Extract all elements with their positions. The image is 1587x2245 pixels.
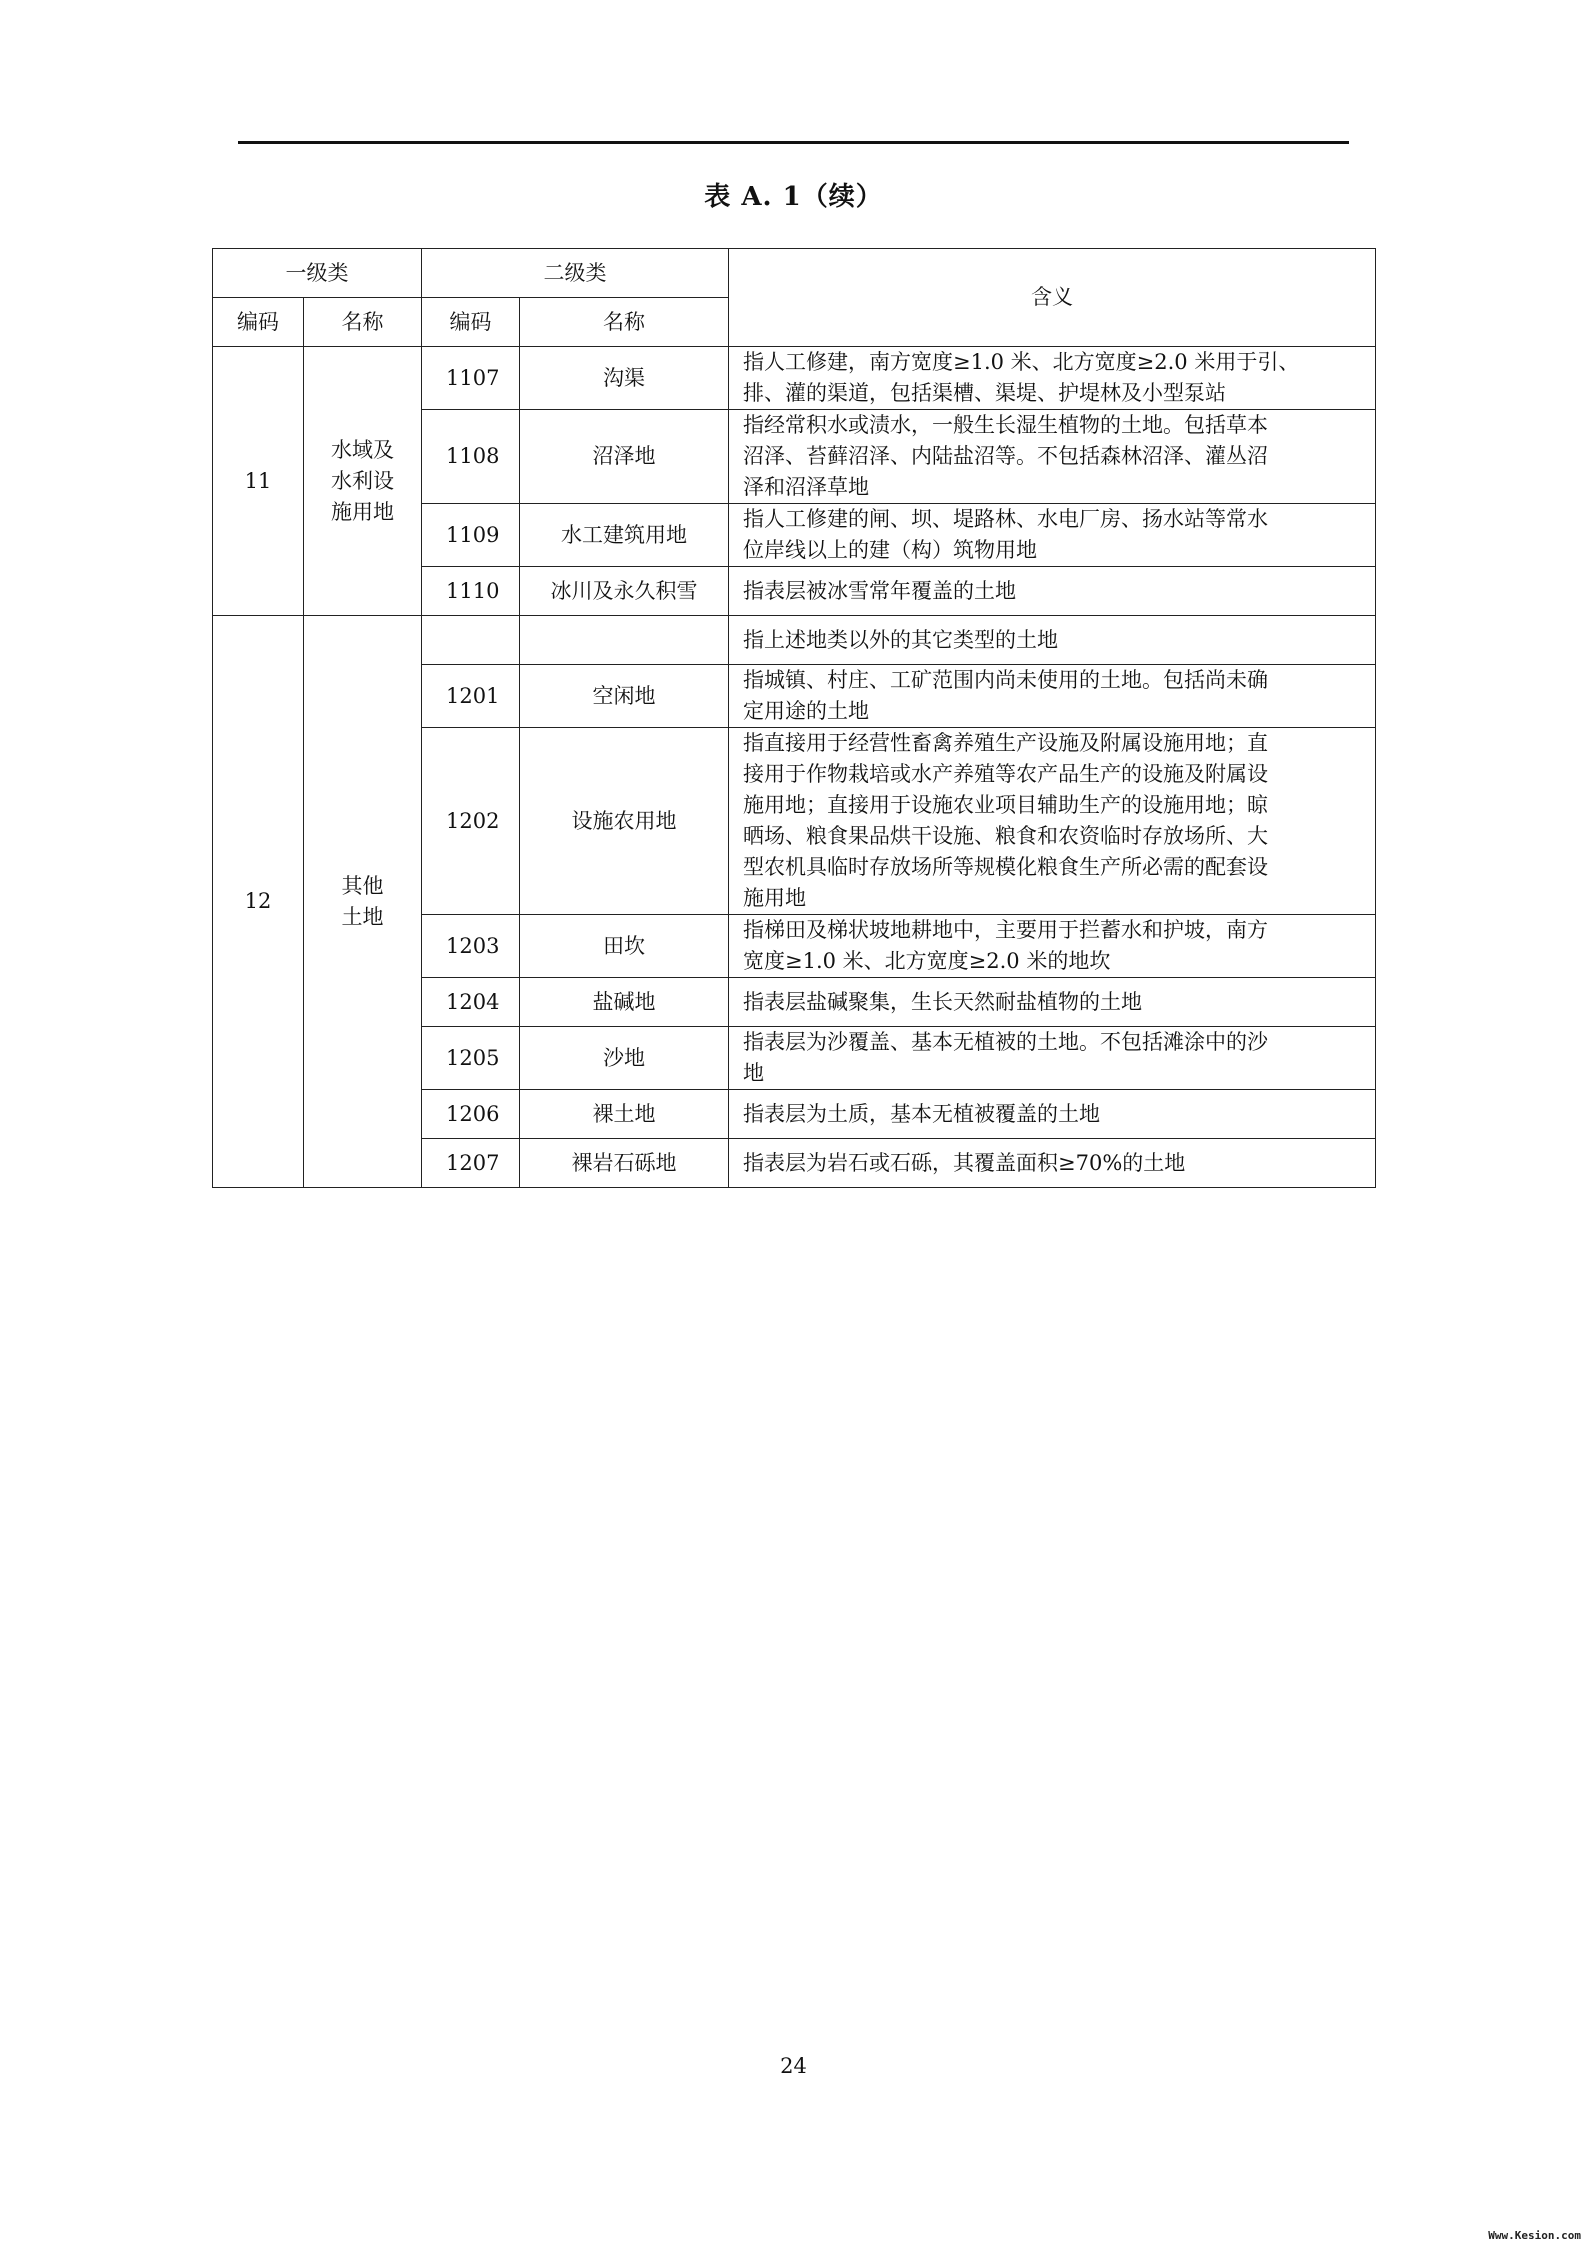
level2-code-cell: 1203	[422, 915, 520, 978]
level1-name-cell: 其他 土地	[304, 616, 422, 1188]
level2-name-cell	[520, 616, 729, 665]
level2-name-cell: 水工建筑用地	[520, 504, 729, 567]
level1-code-cell: 12	[213, 616, 304, 1188]
table-body	[213, 347, 1376, 1188]
level2-code-cell: 1206	[422, 1090, 520, 1139]
level2-name-cell: 设施农用地	[520, 728, 729, 915]
header-level2: 二级类	[422, 249, 729, 298]
header-level2-code: 编码	[422, 298, 520, 347]
level2-code-cell: 1205	[422, 1027, 520, 1090]
level2-code-cell: 1204	[422, 978, 520, 1027]
meaning-cell: 指表层为岩石或石砾，其覆盖面积≥70%的土地	[729, 1139, 1376, 1188]
meaning-cell: 指梯田及梯状坡地耕地中，主要用于拦蓄水和护坡，南方 宽度≥1.0 米、北方宽度≥2.0 米的地坎	[729, 915, 1376, 978]
table-title: 表 A. 1（续）	[704, 182, 883, 212]
meaning-cell: 指城镇、村庄、工矿范围内尚未使用的土地。包括尚未确 定用途的土地	[729, 665, 1376, 728]
level2-name-cell: 裸土地	[520, 1090, 729, 1139]
level2-name-cell: 裸岩石砾地	[520, 1139, 729, 1188]
table-row	[213, 616, 1376, 665]
header-rule	[238, 141, 1349, 144]
header-meaning: 含义	[729, 249, 1376, 347]
level2-code-cell	[422, 616, 520, 665]
level2-code-cell: 1207	[422, 1139, 520, 1188]
level2-code-cell: 1109	[422, 504, 520, 567]
header-level1-name: 名称	[304, 298, 422, 347]
level2-name-cell: 沙地	[520, 1027, 729, 1090]
land-classification-table	[212, 248, 1376, 1188]
table-row	[213, 347, 1376, 410]
level2-code-cell: 1110	[422, 567, 520, 616]
level2-name-cell: 空闲地	[520, 665, 729, 728]
level2-code-cell: 1202	[422, 728, 520, 915]
level1-code-cell: 11	[213, 347, 304, 616]
level2-name-cell: 冰川及永久积雪	[520, 567, 729, 616]
meaning-cell: 指人工修建，南方宽度≥1.0 米、北方宽度≥2.0 米用于引、 排、灌的渠道，包括渠槽、渠堤、护堤林及小型泵站	[729, 347, 1376, 410]
meaning-cell: 指表层盐碱聚集，生长天然耐盐植物的土地	[729, 978, 1376, 1027]
header-row-1	[213, 249, 1376, 298]
level2-name-cell: 盐碱地	[520, 978, 729, 1027]
level1-name-cell: 水域及 水利设 施用地	[304, 347, 422, 616]
level2-name-cell: 沟渠	[520, 347, 729, 410]
level2-code-cell: 1108	[422, 410, 520, 504]
page-number: 24	[780, 2054, 807, 2078]
level2-name-cell: 沼泽地	[520, 410, 729, 504]
meaning-cell: 指直接用于经营性畜禽养殖生产设施及附属设施用地；直 接用于作物栽培或水产养殖等农产品生产的设施及附属设 施用地；直接用于设施农业项目辅助生产的设施用地；晾 晒场、粮食果品烘干设施、粮食和农资临时存放场所、大 型农机具临时存放场所等规模化粮食生产所必需的配套设 施用地	[729, 728, 1376, 915]
meaning-cell: 指表层被冰雪常年覆盖的土地	[729, 567, 1376, 616]
header-level1-code: 编码	[213, 298, 304, 347]
header-level2-name: 名称	[520, 298, 729, 347]
meaning-cell: 指上述地类以外的其它类型的土地	[729, 616, 1376, 665]
level2-code-cell: 1107	[422, 347, 520, 410]
header-level1: 一级类	[213, 249, 422, 298]
meaning-cell: 指表层为沙覆盖、基本无植被的土地。不包括滩涂中的沙 地	[729, 1027, 1376, 1090]
level2-code-cell: 1201	[422, 665, 520, 728]
level2-name-cell: 田坎	[520, 915, 729, 978]
meaning-cell: 指人工修建的闸、坝、堤路林、水电厂房、扬水站等常水 位岸线以上的建（构）筑物用地	[729, 504, 1376, 567]
watermark-text: Www.Kesion.com	[1488, 2229, 1581, 2242]
meaning-cell: 指表层为土质，基本无植被覆盖的土地	[729, 1090, 1376, 1139]
meaning-cell: 指经常积水或渍水，一般生长湿生植物的土地。包括草本 沼泽、苔藓沼泽、内陆盐沼等。不包括森林沼泽、灌丛沼 泽和沼泽草地	[729, 410, 1376, 504]
